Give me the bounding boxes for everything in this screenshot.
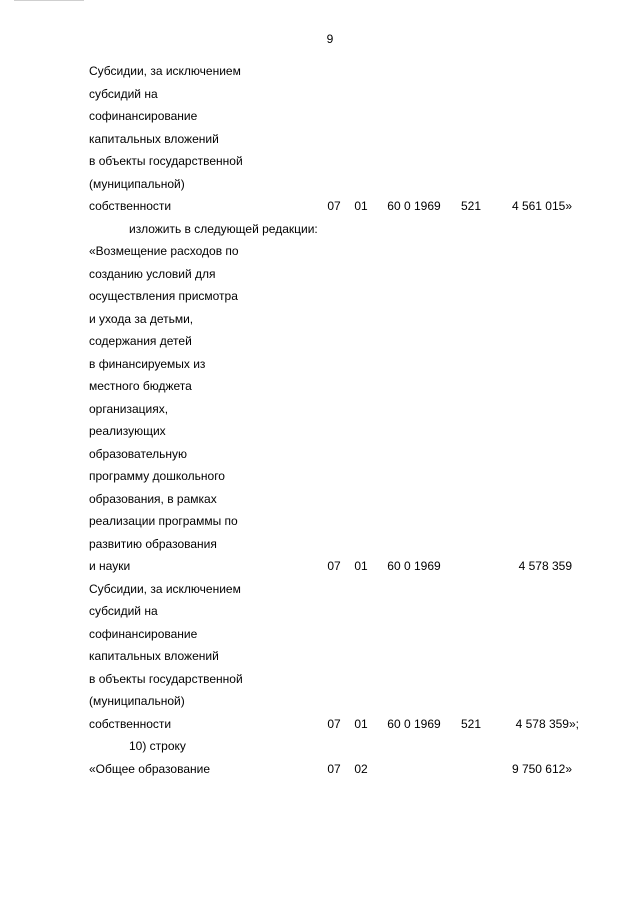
row-name-line: софинансирование	[89, 626, 198, 641]
expense-type-code: 521	[460, 199, 482, 213]
row-name-line: местного бюджета	[89, 379, 192, 393]
row-name-line: софинансирование	[89, 109, 198, 123]
row-name-line: в объекты государственной	[89, 154, 243, 168]
table-row-line	[0, 150, 640, 172]
row-name-line: развитию образования	[89, 536, 217, 551]
row-name-line: и ухода за детьми,	[89, 311, 194, 326]
amount-value: 9 750 612»	[511, 761, 572, 776]
table-row-line	[0, 690, 640, 712]
row-name-line: в финансируемых из	[89, 356, 206, 371]
row-name-line: собственности	[89, 716, 172, 731]
row-name-line: содержания детей	[89, 334, 192, 348]
table-row-line	[0, 330, 640, 352]
row-name-line: «Общее образование	[89, 761, 211, 776]
instruction-row	[0, 735, 640, 757]
table-row-line	[0, 263, 640, 285]
table-row-line	[0, 105, 640, 127]
row-name-line: программу дошкольного	[89, 469, 225, 483]
table-row-line	[0, 533, 640, 555]
table-row-line	[0, 600, 640, 622]
row-name-line: капитальных вложений	[89, 131, 219, 146]
section-code: 07	[327, 199, 341, 213]
table-row-line	[0, 173, 640, 195]
table-row	[0, 713, 640, 735]
subsection-code: 01	[354, 199, 368, 213]
table-row	[0, 758, 640, 780]
row-name-line: образовательную	[89, 446, 187, 461]
table-row-line	[0, 488, 640, 510]
table-row-line	[0, 465, 640, 487]
table-row-line	[0, 510, 640, 532]
row-name-line: образования, в рамках	[89, 491, 217, 506]
amount-value: 4 578 359»;	[515, 716, 579, 731]
table-row-line	[0, 60, 640, 82]
row-name-line: «Возмещение расходов по	[89, 244, 239, 258]
table-row-line	[0, 308, 640, 330]
table-row	[0, 195, 640, 217]
table-row	[0, 555, 640, 577]
amount-value: 4 561 015»	[511, 199, 572, 213]
row-name-line: реализующих	[89, 424, 166, 438]
table-row-line	[0, 285, 640, 307]
section-code: 07	[327, 761, 341, 776]
amount-value: 4 578 359	[518, 559, 572, 573]
row-name-line: субсидий на	[89, 86, 158, 101]
row-name-line: и науки	[89, 559, 131, 573]
table-row-line	[0, 398, 640, 420]
table-row-line	[0, 645, 640, 667]
table-row-line	[0, 420, 640, 442]
row-name-line: созданию условий для	[89, 266, 216, 281]
row-name-line: Субсидии, за исключением	[89, 581, 241, 596]
table-row-line	[0, 578, 640, 600]
table-row-line	[0, 83, 640, 105]
section-code: 07	[327, 559, 341, 573]
table-row-line	[0, 128, 640, 150]
instruction-text: 10) строку	[129, 739, 186, 753]
row-name-line: Субсидии, за исключением	[89, 64, 241, 78]
table-row-line	[0, 668, 640, 690]
row-name-line: капитальных вложений	[89, 649, 219, 663]
scan-artifact	[14, 0, 84, 4]
row-name-line: собственности	[89, 199, 172, 213]
subsection-code: 01	[354, 559, 368, 573]
page-number: 9	[326, 32, 334, 46]
row-name-line: осуществления присмотра	[89, 289, 238, 303]
table-row-line	[0, 240, 640, 262]
expense-type-code: 521	[460, 716, 482, 731]
instruction-text: изложить в следующей редакции:	[129, 221, 318, 236]
subsection-code: 01	[354, 716, 368, 731]
target-article-code: 60 0 1969	[387, 716, 441, 731]
row-name-line: (муниципальной)	[89, 176, 185, 191]
instruction-row	[0, 218, 640, 240]
target-article-code: 60 0 1969	[387, 199, 441, 213]
row-name-line: субсидий на	[89, 604, 158, 618]
table-row-line	[0, 375, 640, 397]
row-name-line: в объекты государственной	[89, 671, 243, 686]
row-name-line: (муниципальной)	[89, 694, 185, 708]
section-code: 07	[327, 716, 341, 731]
target-article-code: 60 0 1969	[387, 559, 441, 573]
table-row-line	[0, 443, 640, 465]
subsection-code: 02	[354, 761, 368, 776]
row-name-line: организациях,	[89, 401, 169, 416]
table-row-line	[0, 353, 640, 375]
table-row-line	[0, 623, 640, 645]
row-name-line: реализации программы по	[89, 514, 238, 528]
